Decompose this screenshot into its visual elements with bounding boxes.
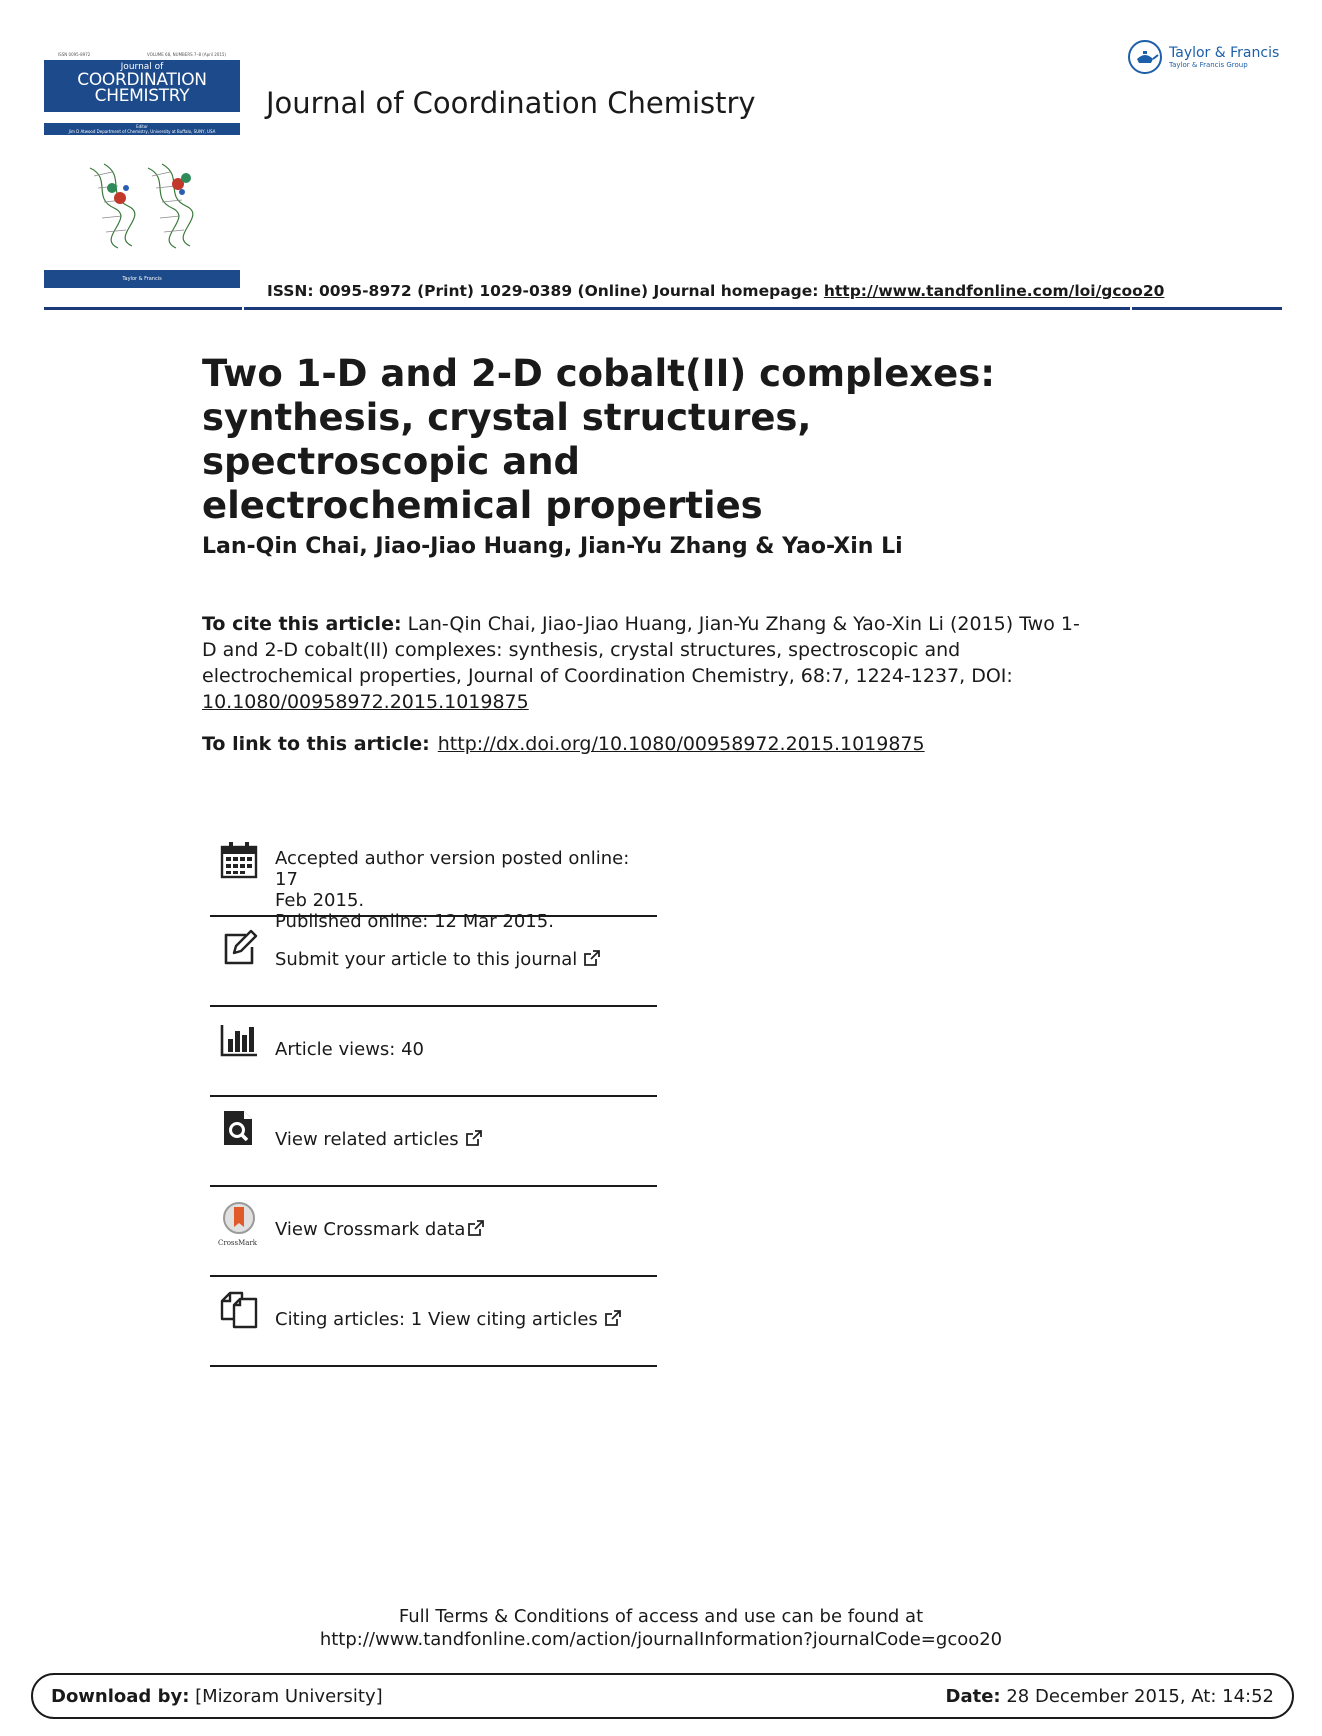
calendar-icon bbox=[220, 841, 258, 879]
terms-line: Full Terms & Conditions of access and use can be found at bbox=[398, 1606, 924, 1627]
copy-documents-icon bbox=[220, 1291, 258, 1329]
crossmark-icon-label: CrossMark bbox=[218, 1239, 258, 1247]
related-articles-link[interactable]: View related articles bbox=[275, 1129, 459, 1150]
download-footer bbox=[31, 1673, 1294, 1719]
cite-text: Lan-Qin Chai, Jiao-Jiao Huang, Jian-Yu Zhang & Yao-Xin Li (2015) Two 1-D and 2-D cobalt(II) complexes: synthesis, crystal structures, spectroscopic and electrochemical properties, Journal of Coordination Chemistry, 68:7, 1224-1237, DOI: bbox=[202, 613, 1080, 687]
article-doi-link[interactable]: http://dx.doi.org/10.1080/00958972.2015.1019875 bbox=[437, 733, 925, 755]
cover-editor-strip bbox=[44, 123, 240, 135]
download-value: [Mizoram University] bbox=[189, 1686, 383, 1707]
rule-gap bbox=[242, 306, 244, 311]
cover-coordination: COORDINATION bbox=[77, 70, 207, 90]
cover-publisher: Taylor & Francis bbox=[122, 276, 162, 282]
header-rule bbox=[44, 307, 1282, 310]
journal-cover bbox=[44, 50, 240, 293]
related-articles-item[interactable] bbox=[210, 1097, 657, 1187]
cover-issn: ISSN 0095-8972 bbox=[58, 52, 91, 57]
journal-homepage-link[interactable]: http://www.tandfonline.com/loi/gcoo20 bbox=[823, 282, 1165, 300]
article-title-line: synthesis, crystal structures, spectroscopic and bbox=[202, 396, 812, 483]
submit-article-item[interactable] bbox=[210, 917, 657, 1007]
citing-articles-item[interactable] bbox=[210, 1277, 657, 1367]
citation-block bbox=[202, 611, 1082, 715]
download-label: Download by: bbox=[51, 1686, 190, 1707]
info-item-dates bbox=[210, 834, 657, 932]
crossmark-icon bbox=[220, 1201, 260, 1247]
article-title-line: electrochemical properties bbox=[202, 484, 763, 527]
cover-editor-label: Editor bbox=[136, 124, 148, 129]
link-label: To link to this article: bbox=[202, 733, 430, 755]
date-label: Date: bbox=[945, 1686, 1001, 1707]
external-link-icon bbox=[604, 1309, 622, 1327]
submit-article-link[interactable]: Submit your article to this journal bbox=[275, 949, 578, 970]
teapot-icon bbox=[1127, 39, 1163, 75]
search-document-icon bbox=[220, 1109, 258, 1147]
article-views-text: Article views: 40 bbox=[275, 1039, 424, 1060]
published-date-line: Published online: 12 Mar 2015. bbox=[275, 911, 554, 932]
terms-notice bbox=[0, 1605, 1322, 1651]
date-value: 28 December 2015, At: 14:52 bbox=[1000, 1686, 1274, 1707]
crossmark-badge-icon bbox=[220, 1201, 260, 1235]
rule-gap bbox=[1130, 306, 1132, 311]
cite-label: To cite this article: bbox=[202, 613, 402, 635]
publisher-name: Taylor & Francis bbox=[1169, 45, 1280, 61]
taylor-francis-logo[interactable] bbox=[1127, 38, 1287, 76]
article-views-item bbox=[210, 1007, 657, 1097]
terms-url[interactable]: http://www.tandfonline.com/action/journalInformation?journalCode=gcoo20 bbox=[319, 1629, 1003, 1650]
citing-articles-link[interactable]: Citing articles: 1 View citing articles bbox=[275, 1309, 598, 1330]
edit-icon bbox=[220, 929, 258, 967]
external-link-icon bbox=[467, 1219, 485, 1237]
accepted-date-line: Feb 2015. bbox=[275, 890, 365, 911]
article-title bbox=[202, 352, 1102, 528]
journal-title: Journal of Coordination Chemistry bbox=[266, 86, 756, 120]
cover-journal-of: Journal of bbox=[120, 62, 164, 72]
article-info-list bbox=[210, 834, 657, 1367]
publisher-group: Taylor & Francis Group bbox=[1169, 61, 1248, 69]
issn-line bbox=[267, 282, 1164, 300]
issn-text: ISSN: 0095-8972 (Print) 1029-0389 (Online) Journal homepage: bbox=[267, 282, 824, 300]
crossmark-item[interactable] bbox=[210, 1187, 657, 1277]
molecule-illustration-icon bbox=[82, 158, 204, 254]
cover-chemistry: CHEMISTRY bbox=[94, 86, 190, 106]
article-link-line bbox=[202, 733, 925, 755]
cover-publisher-band bbox=[44, 270, 240, 288]
bar-chart-icon bbox=[220, 1021, 258, 1059]
cover-editor-name: Jim D Atwood Department of Chemistry, University at Buffalo, SUNY, USA bbox=[68, 129, 216, 134]
article-authors: Lan-Qin Chai, Jiao-Jiao Huang, Jian-Yu Zhang & Yao-Xin Li bbox=[202, 534, 903, 559]
external-link-icon bbox=[465, 1129, 483, 1147]
external-link-icon bbox=[583, 949, 601, 967]
crossmark-link[interactable]: View Crossmark data bbox=[275, 1219, 466, 1240]
article-title-line: Two 1-D and 2-D cobalt(II) complexes: bbox=[202, 352, 996, 395]
cite-doi-link[interactable]: 10.1080/00958972.2015.1019875 bbox=[202, 691, 529, 713]
cover-volume: VOLUME 68, NUMBERS 7–8 (April 2015) bbox=[147, 52, 226, 57]
accepted-date-line: Accepted author version posted online: 17 bbox=[275, 848, 630, 890]
cover-title-band bbox=[44, 60, 240, 112]
